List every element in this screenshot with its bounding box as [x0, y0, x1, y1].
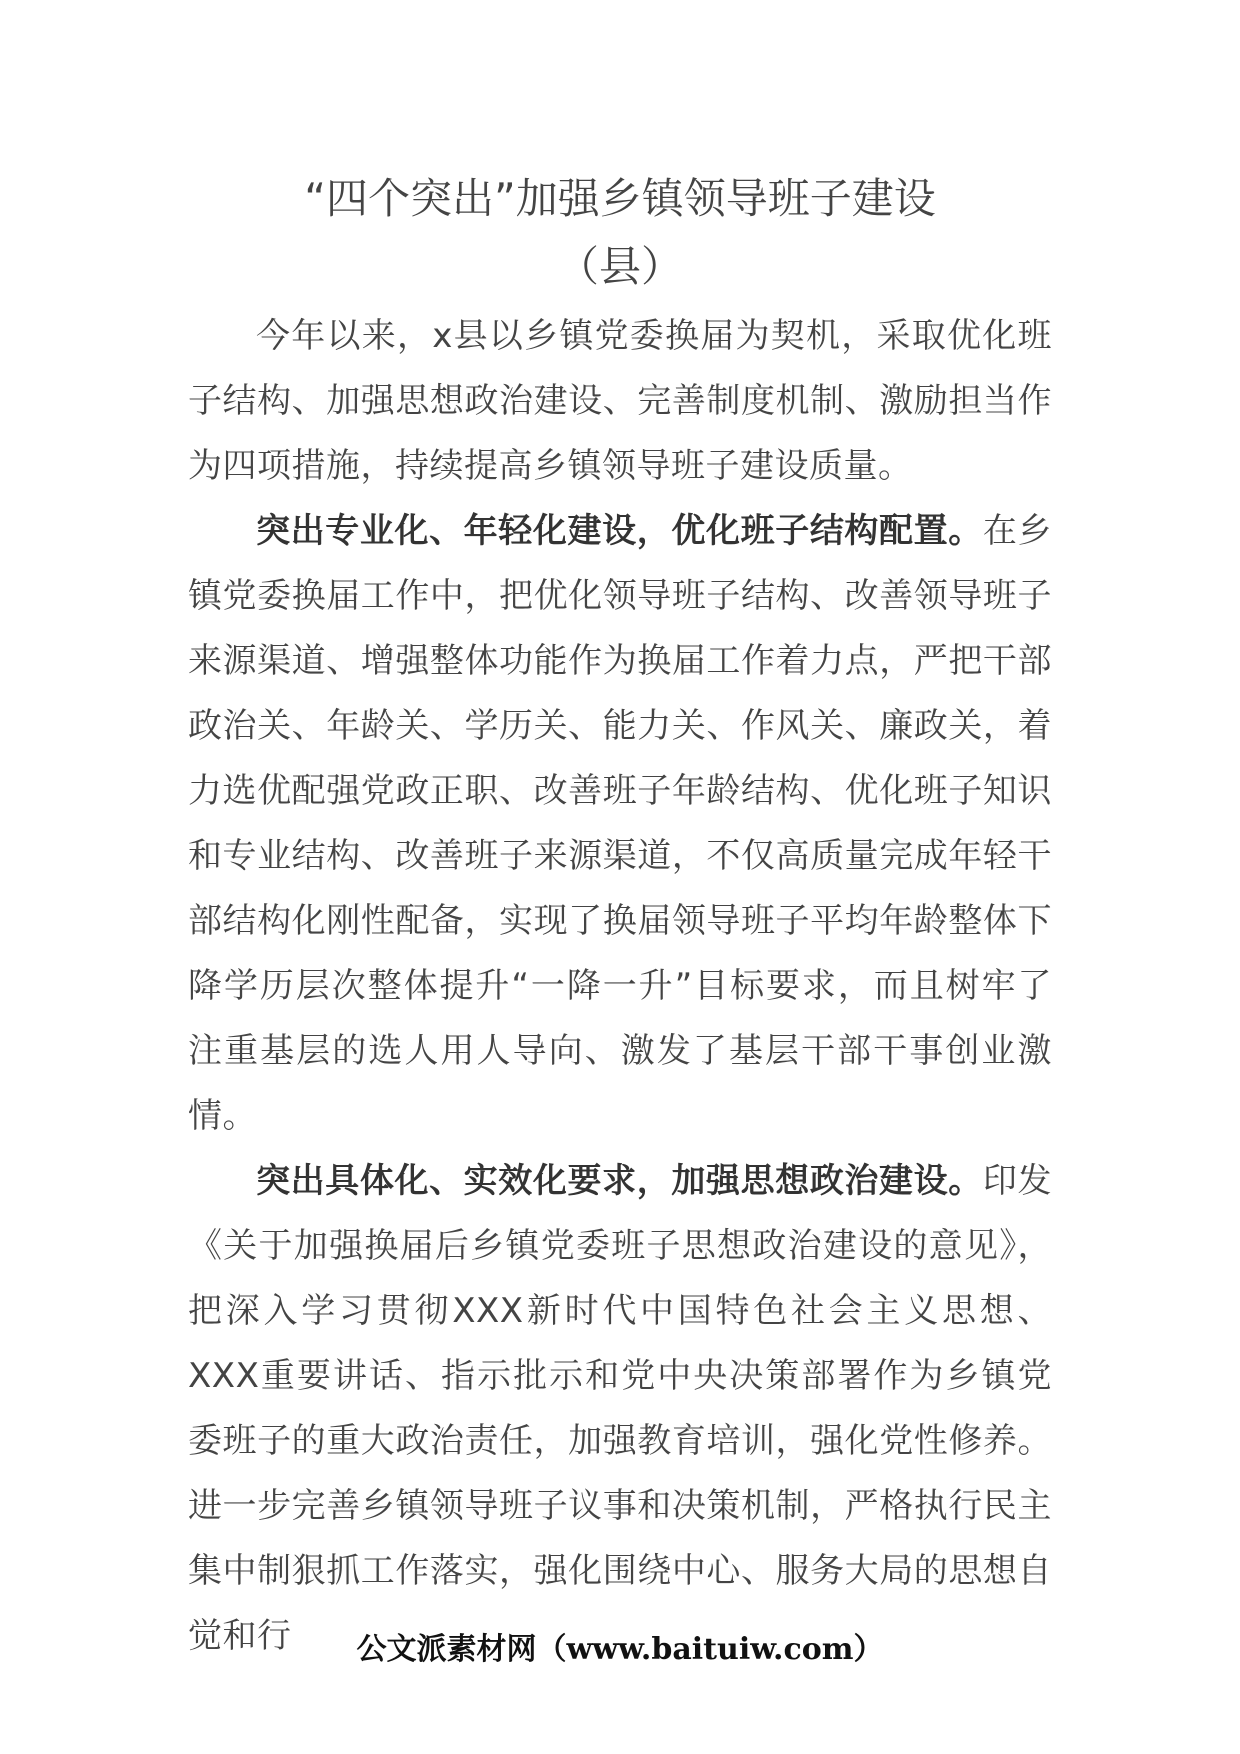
- paragraph-political: [188, 1149, 1052, 1669]
- paragraph-intro: [188, 304, 1052, 499]
- document-title: “四个突出”加强乡镇领导班子建设: [304, 174, 936, 223]
- footer-watermark: 公文派素材网（www.baituiw.com）: [356, 1632, 884, 1667]
- paragraph-text: 印发《关于加强换届后乡镇党委班子思想政治建设的意见》，把深入学习贯彻XXX新时代中国特色社会主义思想、XXX重要讲话、指示批示和党中央决策部署作为乡镇党委班子的重大政治责任，加强教育培训，强化党性修养。进一步完善乡镇领导班子议事和决策机制，严格执行民主集中制狠抓工作落实，强化围绕中心、服务大局的思想自觉和行: [188, 1161, 1053, 1656]
- paragraph-structure: [188, 499, 1052, 1149]
- paragraph-text: 在乡镇党委换届工作中，把优化领导班子结构、改善领导班子来源渠道、增强整体功能作为换届工作着力点，严把干部政治关、年龄关、学历关、能力关、作风关、廉政关，着力选优配强党政正职、改善班子年龄结构、优化班子知识和专业结构、改善班子来源渠道，不仅高质量完成年轻干部结构化刚性配备，实现了换届领导班子平均年龄整体下降学历层次整体提升“一降一升”目标要求，而且树牢了注重基层的选人用人导向、激发了基层干部干事创业激情。: [188, 511, 1053, 1136]
- paragraph-lead: 突出具体化、实效化要求，加强思想政治建设。: [256, 1161, 983, 1201]
- paragraph-text: 今年以来，x县以乡镇党委换届为契机，采取优化班子结构、加强思想政治建设、完善制度机制、激励担当作为四项措施，持续提高乡镇领导班子建设质量。: [188, 316, 1052, 486]
- document-subtitle: （县）: [556, 242, 683, 291]
- paragraph-lead: 突出专业化、年轻化建设，优化班子结构配置。: [256, 511, 983, 551]
- document-body: [188, 304, 1052, 1669]
